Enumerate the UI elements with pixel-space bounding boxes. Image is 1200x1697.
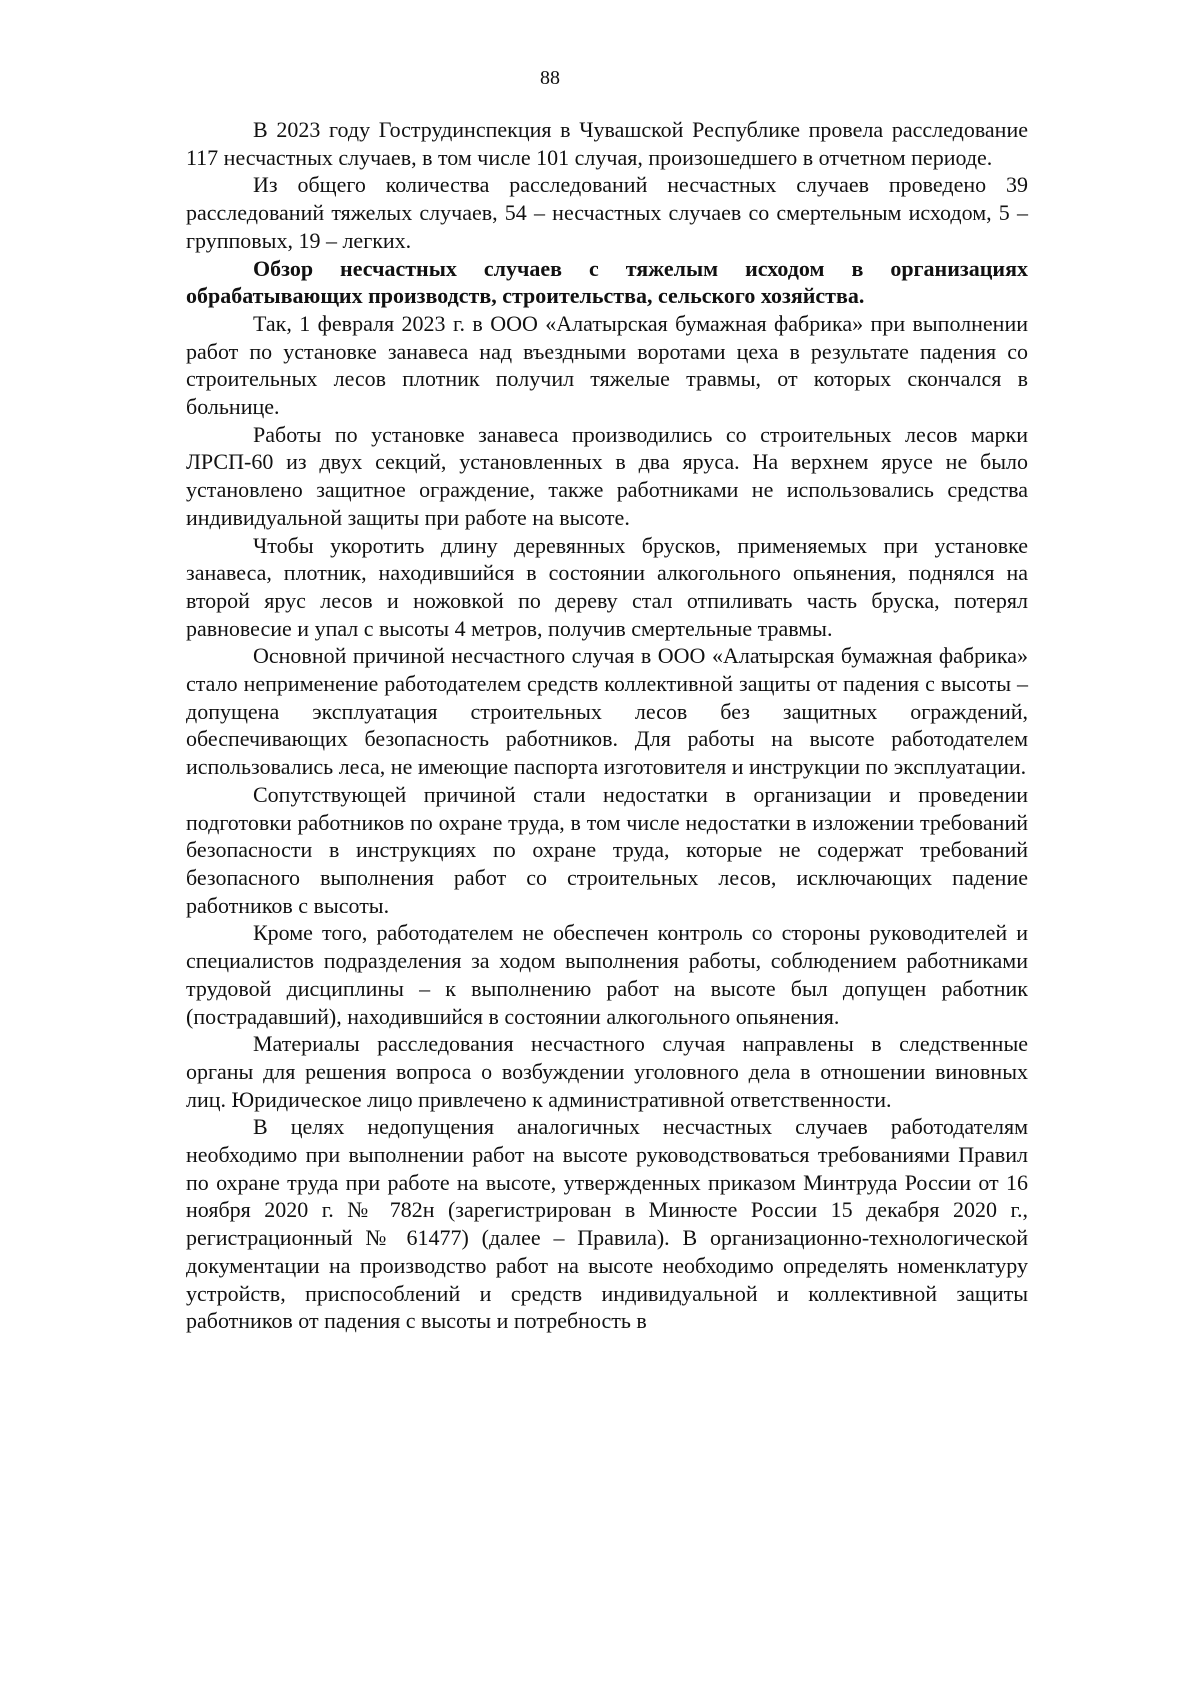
paragraph-work-conditions: Работы по установке занавеса производились со строительных лесов марки ЛРСП-60 из двух секций, установленных в два яруса. На верхнем ярусе не было установлено защитное ограждение, также работниками не использовались средства индивидуальной защиты при работе на высоте. [186, 421, 1028, 530]
document-body [186, 116, 1028, 1335]
paragraph-main-cause: Основной причиной несчастного случая в ООО «Алатырская бумажная фабрика» стало неприменение работодателем средств коллективной защиты от падения с высоты – допущена эксплуатация строительных лесов без защитных ограждений, обеспечивающих безопасность работников. Для работы на высоте работодателем использовались леса, не имеющие паспорта изготовителя и инструкции по эксплуатации. [186, 643, 1028, 780]
paragraph-investigations-breakdown: Из общего количества расследований несчастных случаев проведено 39 расследований тяжелых случаев, 54 – несчастных случаев со смертельным исходом, 5 – групповых, 19 – легких. [186, 172, 1028, 253]
paragraph-contributing-cause: Сопутствующей причиной стали недостатки в организации и проведении подготовки работников по охране труда, в том числе недостатки в изложении требований безопасности в инструкциях по охране труда, которые не содержат требований безопасного выполнения работ со строительных лесов, исключающих падение работников с высоты. [186, 781, 1028, 918]
paragraph-supervision-failure: Кроме того, работодателем не обеспечен контроль со стороны руководителей и специалистов подразделения за ходом выполнения работы, соблюдением работниками трудовой дисциплины – к выполнению работ на высоте был допущен работник (пострадавший), находившийся в состоянии алкогольного опьянения. [186, 920, 1028, 1029]
paragraph-incident-description: Так, 1 февраля 2023 г. в ООО «Алатырская бумажная фабрика» при выполнении работ по установке занавеса над въездными воротами цеха в результате падения со строительных лесов плотник получил тяжелые травмы, от которых скончался в больнице. [186, 310, 1028, 420]
page-number: 88 [540, 67, 560, 89]
paragraph-recommendations: В целях недопущения аналогичных несчастных случаев работодателям необходимо при выполнении работ на высоте руководствоваться требованиями Правил по охране труда при работе на высоте, утвержденных приказом Минтруда России от 16 ноября 2020 г. № 782н (зарегистрирован в Минюсте России 15 декабря 2020 г., регистрационный № 61477) (далее – Правила). В организационно-технологической документации на производство работ на высоте необходимо определять номенклатуру устройств, приспособлений и средств индивидуальной и коллективной защиты работников от падения с высоты и потребность в [186, 1114, 1028, 1334]
paragraph-incident-circumstances: Чтобы укоротить длину деревянных брусков, применяемых при установке занавеса, плотник, находившийся в состоянии алкогольного опьянения, поднялся на второй ярус лесов и ножовкой по дереву стал отпиливать часть бруска, потерял равновесие и упал с высоты 4 метров, получив смертельные травмы. [186, 532, 1028, 641]
paragraph-legal-consequences: Материалы расследования несчастного случая направлены в следственные органы для решения вопроса о возбуждении уголовного дела в отношении виновных лиц. Юридическое лицо привлечено к административной ответственности. [186, 1031, 1028, 1112]
section-heading: Обзор несчастных случаев с тяжелым исходом в организациях обрабатывающих производств, строительства, сельского хозяйства. [186, 255, 1028, 309]
paragraph-investigations-total: В 2023 году Гострудинспекция в Чувашской Республике провела расследование 117 несчастных случаев, в том числе 101 случая, произошедшего в отчетном периоде. [186, 117, 1028, 170]
